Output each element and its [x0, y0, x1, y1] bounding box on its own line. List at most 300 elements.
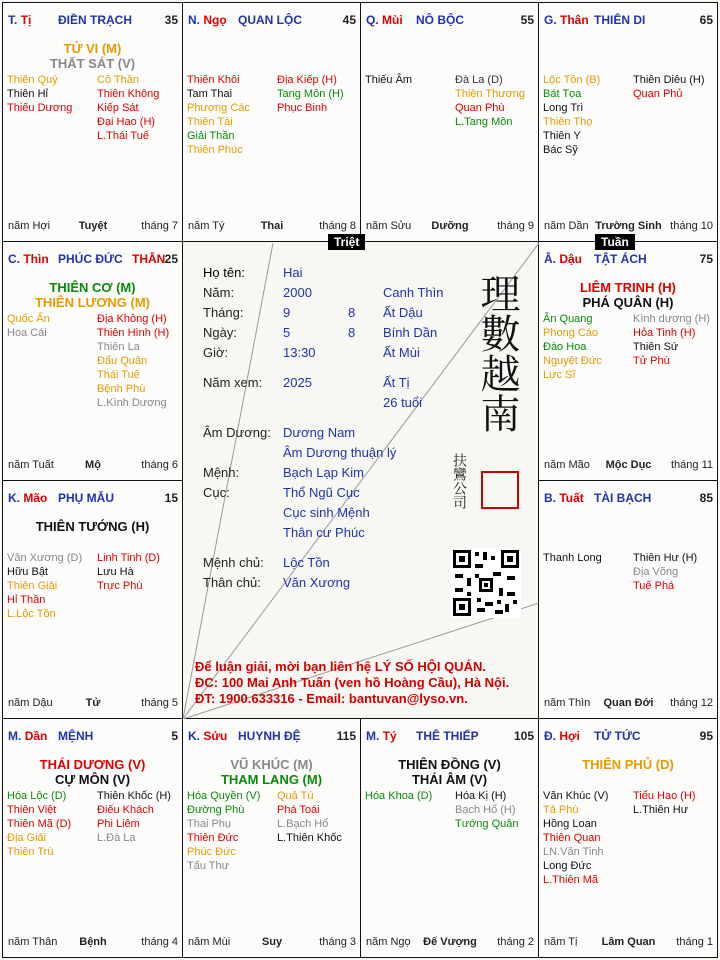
triet-tag: Triệt: [328, 234, 365, 250]
palace-header: [8, 729, 178, 743]
minor-star: L.Thiên Hư: [633, 804, 689, 816]
palace-header: [366, 13, 534, 27]
branch-prefix: T.: [8, 13, 18, 27]
branch-label: [366, 13, 403, 27]
minor-star: Bệnh Phù: [97, 383, 146, 395]
minor-star: Đường Phù: [187, 804, 245, 816]
palace-footer: [8, 697, 178, 710]
palace-header: [8, 252, 178, 266]
minor-star: LN.Văn Tinh: [543, 846, 604, 858]
palace-footer: [8, 936, 178, 949]
contact-info: [195, 659, 509, 707]
cuc-value: Thổ Ngũ Cục: [283, 485, 360, 500]
footer-stage: Thai: [260, 220, 284, 232]
minor-stars-left: [543, 312, 602, 382]
nam-xem-value: 2025: [283, 375, 312, 390]
qr-code-icon[interactable]: [451, 548, 521, 618]
palace-footer: [544, 697, 713, 710]
palace-footer: [544, 459, 713, 472]
minor-star: Thiên Quan: [543, 832, 601, 844]
palace-age: 115: [336, 729, 356, 743]
am-duong-value: Dương Nam: [283, 425, 356, 440]
minor-stars-left: [543, 789, 608, 887]
minor-star: Hữu Bật: [7, 566, 48, 578]
minor-stars-left: [365, 789, 432, 803]
footer-year: năm Tuất: [8, 459, 54, 471]
minor-star: Hỉ Thần: [7, 594, 46, 606]
footer-stage: Mộ: [85, 459, 101, 471]
minor-star: Hóa Khoa (D): [365, 790, 433, 802]
minor-star: Đà La (D): [455, 74, 503, 86]
branch-label: [544, 491, 584, 505]
branch-label: [8, 252, 49, 266]
branch-name: Tuất: [559, 491, 584, 505]
minor-star: Thiên Đức: [187, 832, 239, 844]
palace-header: [544, 491, 713, 505]
palace-age: 5: [171, 729, 178, 743]
branch-prefix: K.: [188, 729, 200, 743]
tuoi-value: 26 tuổi: [383, 395, 423, 410]
branch-label: [544, 13, 589, 27]
footer-month: tháng 2: [497, 936, 534, 948]
minor-star: Thiên Y: [543, 130, 581, 142]
palace-footer: [8, 459, 178, 472]
minor-star: Thanh Long: [543, 552, 602, 564]
minor-stars-right: [97, 789, 171, 845]
branch-prefix: Â.: [544, 252, 556, 266]
than-chu-value: Văn Xương: [283, 575, 351, 590]
minor-star: Phi Liêm: [97, 818, 140, 830]
footer-year: năm Mùi: [188, 936, 231, 948]
branch-prefix: K.: [8, 491, 20, 505]
palace-cell-p5: [2, 241, 183, 481]
minor-star: Linh Tinh (D): [97, 552, 160, 564]
branch-prefix: B.: [544, 491, 556, 505]
minor-star: Thiên Giải: [7, 580, 58, 592]
palace-age: 35: [164, 13, 178, 27]
minor-star: L.Tang Môn: [455, 116, 513, 128]
minor-star: Thiên Khốc (H): [97, 790, 171, 802]
branch-name: Tị: [20, 13, 32, 27]
main-stars: [539, 280, 717, 310]
menh-chu-label: Mệnh chủ:: [203, 555, 264, 570]
minor-star: Tả Phù: [543, 804, 579, 816]
footer-stage: Đế Vượng: [423, 936, 477, 948]
ngay-can-chi: Bính Dần: [383, 325, 438, 340]
palace-age: 65: [699, 13, 713, 27]
palace-name: QUAN LỘC: [238, 13, 302, 27]
minor-star: Thiên Diêu (H): [633, 74, 705, 86]
minor-star: L.Thiên Mã: [543, 874, 599, 886]
footer-stage: Suy: [261, 936, 283, 948]
minor-stars-left: [7, 789, 71, 859]
minor-star: Tướng Quân: [455, 818, 519, 830]
footer-month: tháng 5: [141, 697, 178, 709]
ngay-value: 5: [283, 325, 291, 340]
branch-label: [544, 729, 580, 743]
minor-star: Ân Quang: [543, 313, 593, 325]
minor-star: Giải Thần: [187, 130, 235, 142]
minor-star: Thiên Hỉ: [7, 88, 48, 100]
minor-star: Hồng Loan: [543, 818, 597, 830]
gio-value: 13:30: [283, 345, 316, 360]
branch-prefix: M.: [366, 729, 380, 743]
footer-month: tháng 6: [141, 459, 178, 471]
palace-age: 45: [342, 13, 356, 27]
minor-star: Tấu Thư: [187, 860, 230, 872]
branch-name: Thân: [560, 13, 589, 27]
footer-year: năm Dậu: [8, 697, 53, 709]
minor-star: Lực Sĩ: [543, 369, 576, 381]
main-stars: [3, 280, 182, 310]
minor-star: Đại Hao (H): [97, 116, 156, 128]
minor-star: Long Trì: [543, 102, 584, 114]
minor-stars-left: [7, 551, 82, 621]
footer-year: năm Hợi: [8, 220, 51, 232]
minor-stars-left: [187, 73, 250, 157]
palace-footer: [544, 220, 713, 233]
footer-month: tháng 1: [676, 936, 713, 948]
seal-square: [481, 471, 519, 509]
palace-footer: [544, 936, 713, 949]
minor-star: Văn Xương (D): [7, 552, 83, 564]
am-duong-label: Âm Dương:: [203, 425, 271, 440]
minor-stars-left: [543, 551, 602, 565]
palace-cell-p12: [538, 718, 718, 958]
minor-star: Quốc Ấn: [7, 313, 50, 325]
minor-star: Tang Môn (H): [277, 88, 344, 100]
minor-star: Điếu Khách: [97, 804, 154, 816]
palace-header: [188, 729, 356, 743]
minor-star: Thiên Không: [97, 88, 160, 100]
minor-star: Văn Khúc (V): [543, 790, 609, 802]
thang-can-chi: Ất Dậu: [383, 305, 423, 320]
main-star: THAM LANG (M): [220, 772, 323, 787]
minor-star: Kình dương (H): [633, 313, 710, 325]
minor-star: Hóa Kị (H): [455, 790, 507, 802]
main-star: THÁI DƯƠNG (V): [39, 757, 146, 772]
menh-value: Bạch Lạp Kim: [283, 465, 364, 480]
palace-cell-p10: [182, 718, 361, 958]
footer-stage: Lâm Quan: [601, 936, 656, 948]
footer-month: tháng 4: [141, 936, 178, 948]
footer-stage: Dưỡng: [431, 220, 469, 232]
footer-year: năm Tý: [188, 220, 225, 232]
main-star: LIÊM TRINH (H): [579, 280, 677, 295]
minor-stars-right: [277, 789, 342, 845]
minor-star: Địa Không (H): [97, 313, 167, 325]
palace-cell-p7: [2, 480, 183, 719]
minor-star: Quan Phủ: [633, 88, 683, 100]
branch-label: [544, 252, 582, 266]
menh-label: Mệnh:: [203, 465, 240, 480]
palace-age: 105: [513, 729, 534, 743]
main-stars: [3, 41, 182, 71]
minor-star: Cô Thần: [97, 74, 139, 86]
palace-footer: [366, 220, 534, 233]
branch-name: Dậu: [559, 252, 583, 266]
palace-cell-p6: [538, 241, 718, 481]
minor-star: Lộc Tồn (B): [543, 74, 601, 86]
minor-star: Tiểu Hao (H): [633, 790, 696, 802]
contact-address: ĐC: 100 Mai Anh Tuấn (ven hồ Hoàng Cầu), Hà Nội.: [195, 675, 510, 690]
main-stars: [3, 519, 182, 534]
minor-star: Thiên Hư (H): [633, 552, 698, 564]
footer-month: tháng 3: [319, 936, 356, 948]
footer-month: tháng 9: [497, 220, 534, 232]
minor-star: Quả Tú: [277, 790, 314, 802]
minor-star: Phượng Các: [187, 102, 250, 114]
footer-stage: Tử: [85, 697, 101, 709]
minor-star: Tam Thai: [187, 88, 233, 100]
main-stars: [361, 757, 538, 787]
palace-age: 75: [699, 252, 713, 266]
main-star: THIÊN PHỦ (D): [582, 757, 674, 772]
minor-star: L.Lộc Tồn: [7, 608, 56, 620]
gio-label: Giờ:: [203, 345, 229, 360]
palace-footer: [8, 220, 178, 233]
branch-name: Tý: [382, 729, 397, 743]
main-star: PHÁ QUÂN (H): [582, 295, 674, 310]
minor-star: Thiên La: [97, 341, 140, 353]
palace-name: THIÊN DI: [594, 13, 646, 27]
ho-ten-label: Họ tên:: [203, 265, 245, 280]
ngay-am: 8: [348, 325, 356, 340]
minor-stars-right: [455, 73, 525, 129]
main-stars: [183, 757, 360, 787]
palace-header: [544, 252, 713, 266]
minor-star: Thiên Quý: [7, 74, 58, 86]
footer-month: tháng 7: [141, 220, 178, 232]
minor-star: Thiếu Âm: [365, 74, 413, 86]
main-star: THIÊN LƯƠNG (M): [34, 295, 151, 310]
palace-header: [8, 13, 178, 27]
branch-name: Thìn: [23, 252, 49, 266]
branch-label: [366, 729, 397, 743]
minor-stars-left: [365, 73, 412, 87]
palace-footer: [366, 936, 534, 949]
minor-stars-right: [633, 551, 697, 593]
branch-prefix: M.: [8, 729, 22, 743]
cuc-note-2: Thân cư Phúc: [283, 525, 365, 540]
minor-star: Thiên Hình (H): [97, 327, 170, 339]
palace-cell-p8: [538, 480, 718, 719]
main-star: THẤT SÁT (V): [49, 56, 136, 71]
palace-name: ĐIỀN TRẠCH: [58, 13, 132, 27]
minor-star: Kiếp Sát: [97, 102, 139, 114]
palace-header: [544, 13, 713, 27]
branch-prefix: C.: [8, 252, 20, 266]
footer-month: tháng 8: [319, 220, 356, 232]
main-star: THIÊN ĐỒNG (V): [398, 757, 501, 772]
footer-year: năm Thân: [8, 936, 58, 948]
am-duong-note: Âm Dương thuận lý: [283, 445, 397, 460]
minor-star: Phúc Đức: [187, 846, 236, 858]
palace-cell-p11: [360, 718, 539, 958]
branch-name: Hợi: [559, 729, 580, 743]
branch-prefix: G.: [544, 13, 557, 27]
footer-stage: Bệnh: [79, 936, 107, 948]
footer-month: tháng 11: [670, 459, 713, 471]
footer-year: năm Dần: [544, 220, 589, 232]
minor-star: Địa Giải: [7, 832, 47, 844]
palace-age: 95: [699, 729, 713, 743]
minor-stars-left: [7, 312, 50, 340]
palace-cell-p2: [182, 2, 361, 242]
minor-star: Trực Phù: [97, 580, 143, 592]
minor-stars-right: [97, 551, 160, 593]
minor-stars-right: [633, 312, 710, 368]
footer-month: tháng 12: [670, 697, 713, 709]
footer-year: năm Mão: [544, 459, 590, 471]
palace-name: PHÚC ĐỨC: [58, 252, 123, 266]
palace-name: TỬ TỨC: [594, 729, 641, 743]
branch-prefix: Q.: [366, 13, 379, 27]
main-star: TỬ VI (M): [63, 41, 122, 56]
minor-star: Đẩu Quân: [97, 355, 148, 367]
minor-stars-right: [97, 312, 169, 410]
palace-header: [8, 491, 178, 505]
nam-value: 2000: [283, 285, 312, 300]
main-star: THIÊN CƠ (M): [49, 280, 136, 295]
minor-stars-right: [97, 73, 159, 143]
tuan-tag: Tuần: [595, 234, 635, 250]
minor-star: L.Bạch Hổ: [277, 818, 329, 830]
minor-star: L.Đà La: [97, 832, 136, 844]
minor-star: Thiên Phúc: [187, 144, 243, 156]
minor-star: Bát Tọa: [543, 88, 582, 100]
minor-star: Tuế Phá: [633, 580, 675, 592]
palace-cell-p9: [2, 718, 183, 958]
tuvi-chart: [2, 2, 718, 958]
palace-name: THÊ THIẾP: [416, 729, 479, 743]
footer-year: năm Ngọ: [366, 936, 411, 948]
minor-stars-left: [187, 789, 260, 873]
minor-star: Thai Phụ: [187, 818, 232, 830]
palace-footer: [188, 220, 356, 233]
palace-age: 15: [164, 491, 178, 505]
branch-prefix: N.: [188, 13, 200, 27]
palace-cell-p1: [2, 2, 183, 242]
minor-star: L.Kình Dương: [97, 397, 167, 409]
palace-footer: [188, 936, 356, 949]
cuc-note-1: Cục sinh Mệnh: [283, 505, 370, 520]
branch-label: [188, 13, 227, 27]
ho-ten-value: Hai: [283, 265, 303, 280]
minor-star: Hỏa Tinh (H): [633, 327, 696, 339]
palace-header: [188, 13, 356, 27]
minor-star: Thiên Trù: [7, 846, 54, 858]
seal-text: 扶鸞公司: [451, 453, 467, 509]
minor-star: Thiếu Dương: [7, 102, 73, 114]
footer-stage: Tuyệt: [78, 220, 108, 232]
branch-name: Ngọ: [203, 13, 227, 27]
palace-age: 55: [520, 13, 534, 27]
palace-age: 25: [164, 252, 178, 266]
branch-name: Mão: [23, 491, 48, 505]
minor-star: Long Đức: [543, 860, 592, 872]
contact-phone-email: ĐT: 1900.633316 - Email: bantuvan@lyso.vn.: [195, 691, 468, 706]
minor-star: Nguyệt Đức: [543, 355, 602, 367]
minor-stars-right: [633, 73, 705, 101]
branch-name: Sửu: [203, 729, 228, 743]
branch-name: Dần: [24, 729, 48, 743]
minor-stars-left: [7, 73, 72, 115]
than-chu-label: Thân chủ:: [203, 575, 261, 590]
main-star: THIÊN TƯỚNG (H): [35, 519, 150, 534]
palace-name: HUYNH ĐỆ: [238, 729, 301, 743]
main-stars: [3, 757, 182, 787]
nam-xem-can-chi: Ất Tị: [383, 375, 410, 390]
main-star: CỰ MÔN (V): [54, 772, 131, 787]
thang-value: 9: [283, 305, 291, 320]
ngay-label: Ngày:: [203, 325, 237, 340]
minor-star: Thiên Mã (D): [7, 818, 72, 830]
minor-star: Thiên Thọ: [543, 116, 593, 128]
palace-name: NÔ BỘC: [416, 13, 464, 27]
main-star: VŨ KHÚC (M): [230, 757, 313, 772]
branch-prefix: Đ.: [544, 729, 556, 743]
palace-name: TẬT ÁCH: [594, 252, 647, 266]
footer-stage: Quan Đới: [603, 697, 654, 709]
lyso-vietnam-logo: 理數越南: [474, 273, 520, 433]
footer-year: năm Sửu: [366, 220, 412, 232]
minor-star: Thái Tuế: [97, 369, 140, 381]
minor-star: Địa Kiếp (H): [277, 74, 337, 86]
branch-label: [8, 13, 31, 27]
footer-stage: Trường Sinh: [595, 220, 662, 232]
footer-year: năm Tị: [544, 936, 578, 948]
minor-star: Thiên Tài: [187, 116, 233, 128]
menh-chu-value: Lộc Tồn: [283, 555, 330, 570]
branch-label: [188, 729, 227, 743]
palace-header: [544, 729, 713, 743]
minor-star: Thiên Việt: [7, 804, 57, 816]
footer-month: tháng 10: [670, 220, 713, 232]
minor-star: Phục Binh: [277, 102, 328, 114]
minor-star: Tử Phù: [633, 355, 670, 367]
contact-line-1: Để luận giải, mời bạn liên hệ LÝ SỐ HỘI QUÁN.: [195, 659, 486, 674]
minor-stars-right: [277, 73, 344, 115]
thang-am: 8: [348, 305, 356, 320]
palace-header: [366, 729, 534, 743]
minor-star: Bác Sỹ: [543, 144, 578, 156]
minor-star: Phá Toái: [277, 804, 320, 816]
nam-can-chi: Canh Thìn: [383, 285, 444, 300]
minor-stars-left: [543, 73, 600, 157]
palace-name: MỆNH: [58, 729, 94, 743]
nam-xem-label: Năm xem:: [203, 375, 263, 390]
palace-than: THÂN: [132, 252, 166, 266]
seal-stamp: [451, 453, 521, 533]
minor-star: Đào Hoa: [543, 341, 587, 353]
palace-cell-p4: [538, 2, 718, 242]
minor-star: Hóa Quyền (V): [187, 790, 261, 802]
branch-label: [8, 729, 47, 743]
main-star: THÁI ÂM (V): [411, 772, 488, 787]
footer-stage: Mộc Dục: [605, 459, 652, 471]
minor-star: Địa Võng: [633, 566, 679, 578]
minor-stars-right: [455, 789, 519, 831]
palace-cell-p3: [360, 2, 539, 242]
minor-stars-right: [633, 789, 696, 817]
palace-name: TÀI BẠCH: [594, 491, 652, 505]
branch-name: Mùi: [382, 13, 403, 27]
footer-year: năm Thìn: [544, 697, 591, 709]
minor-star: Thiên Khôi: [187, 74, 240, 86]
minor-star: L.Thái Tuế: [97, 130, 149, 142]
minor-star: Thiên Sứ: [633, 341, 679, 353]
